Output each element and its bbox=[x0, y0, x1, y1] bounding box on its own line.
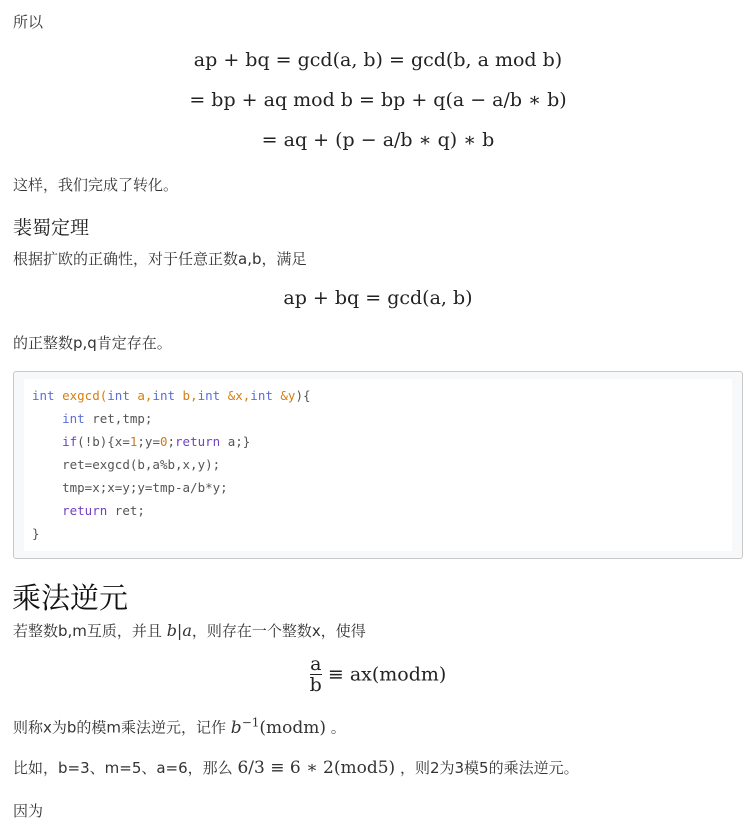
code-block bbox=[13, 371, 743, 559]
paragraph-ruo: 若整数b,m互质，并且 b|a，则存在一个整数x，使得 bbox=[13, 621, 366, 640]
code-line-6: return ret; bbox=[62, 503, 145, 518]
heading-bezout: 裴蜀定理 bbox=[13, 217, 90, 239]
code-line-2: int ret,tmp; bbox=[62, 411, 153, 426]
paragraph-zecheng: 则称x为b的模m乘法逆元，记作 $b^{-1}(modm)$ 。 bbox=[13, 715, 346, 738]
code-line-5: tmp=x;x=y;y=tmp-a/b*y; bbox=[62, 480, 228, 495]
code-line-1: int exgcd(int a,int b,int &x,int &y){ bbox=[32, 388, 311, 403]
equation-bezout: ap + bq = gcd(a, b) bbox=[283, 287, 473, 309]
heading-inverse: 乘法逆元 bbox=[12, 581, 129, 615]
equation-inverse: $\frac{a}{b}$ ≡ ax(modm) bbox=[309, 653, 447, 696]
paragraph-genju: 根据扩欧的正确性，对于任意正数a,b，满足 bbox=[13, 250, 307, 268]
code-area bbox=[24, 379, 732, 551]
paragraph-suoyi: 所以 bbox=[13, 13, 44, 31]
paragraph-zheyang: 这样，我们完成了转化。 bbox=[13, 176, 179, 194]
paragraph-biru: 比如，b=3、m=5、a=6，那么 6/3 ≡ 6 ∗ 2(mod5) ，则2为3模5的乘法逆元。 bbox=[13, 758, 579, 778]
equation-line-2: = bp + aq mod b = bp + q(a − a/b ∗ b) bbox=[189, 89, 567, 111]
fraction-a-over-b: $\frac{a}{b}$ bbox=[309, 653, 322, 696]
code-line-4: ret=exgcd(b,a%b,x,y); bbox=[62, 457, 221, 472]
code-line-7: } bbox=[32, 526, 40, 541]
equation-line-1: ap + bq = gcd(a, b) = gcd(b, a mod b) bbox=[193, 49, 563, 71]
equation-line-3: = aq + (p − a/b ∗ q) ∗ b bbox=[261, 129, 495, 151]
code-line-3: if(!b){x=1;y=0;return a;} bbox=[62, 434, 251, 449]
paragraph-yinwei: 因为 bbox=[13, 802, 44, 820]
paragraph-de: 的正整数p,q肯定存在。 bbox=[13, 334, 172, 352]
